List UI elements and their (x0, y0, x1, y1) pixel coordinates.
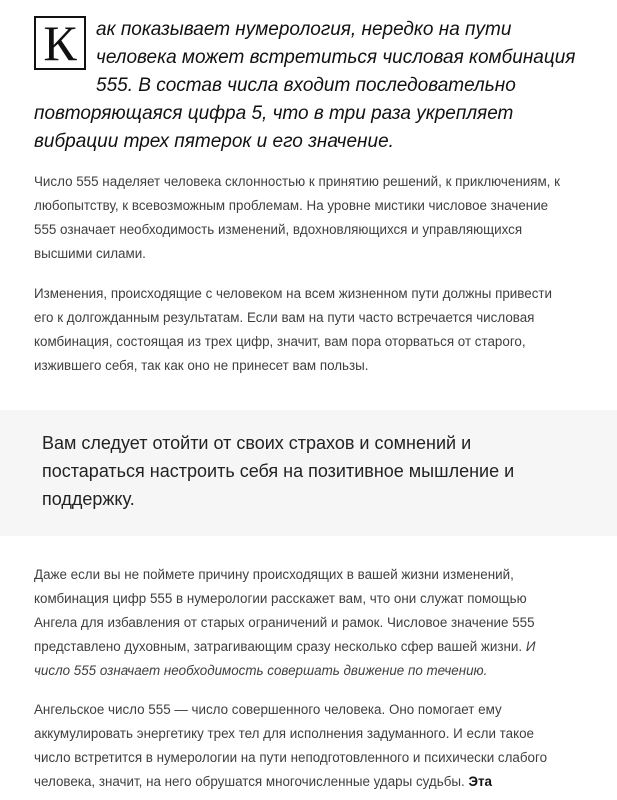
text-line (34, 770, 594, 794)
text-line: Даже если вы не поймете причину происходящих в вашей жизни изменений, (34, 567, 514, 582)
text-span: человека, значит, на него обрушатся многочисленные удары судьбы. (34, 774, 465, 789)
text-line: Ангельское число 555 — число совершенного человека. Оно помогает ему (34, 702, 502, 717)
text-line: Ангела для избавления от старых ограничений и рамок. Числовое значение 555 (34, 615, 535, 630)
quote-line: постараться настроить себя на позитивное мышление и (42, 461, 515, 481)
text-line: его к долгожданным результатам. Если вам на пути часто встречается числовая (34, 310, 535, 325)
text-line: Число 555 наделяет человека склонностью к принятию решений, к приключениям, к (34, 174, 560, 189)
lead-line: вибрации трех пятерок и его значение. (34, 131, 394, 152)
text-line: изжившего себя, так как оно не принесет вам пользы. (34, 358, 369, 373)
pull-quote-text (42, 429, 514, 513)
text-line: Изменения, происходящие с человеком на всем жизненном пути должны привести (34, 286, 553, 301)
text-line: число встретится в нумерологии на пути неподготовленного и психически слабого (34, 750, 548, 765)
lead-line: повторяющаяся цифра 5, что в три раза укрепляет (34, 103, 514, 124)
paragraph-3 (34, 563, 594, 683)
text-line: любопытству, к всевозможным проблемам. На уровне мистики числовое значение (34, 198, 549, 213)
text-line: аккумулировать энергетику трех тел для исполнения задуманного. И если такое (34, 726, 534, 741)
drop-cap: К (34, 16, 86, 70)
lead-line: 555. В состав числа входит последовательно (96, 75, 516, 96)
bold-text: Эта (468, 774, 493, 789)
lead-line: человека может встретиться числовая комбинация (96, 47, 576, 68)
paragraph-1 (34, 170, 594, 266)
italic-text-line: число 555 означает необходимость совершать движение по течению. (34, 663, 488, 678)
quote-line: поддержку. (42, 489, 135, 509)
text-span: представлено духовным, затрагивающим сразу несколько сфер вашей жизни. (34, 639, 523, 654)
text-line (34, 635, 594, 659)
pull-quote (0, 410, 617, 536)
paragraph-2 (34, 282, 594, 378)
text-line: высшими силами. (34, 246, 146, 261)
lead-text (34, 16, 594, 156)
lead-paragraph (34, 16, 594, 156)
paragraph-4 (34, 698, 594, 794)
lead-line: ак показывает нумерология, нередко на пути (96, 19, 512, 40)
text-line: 555 означает необходимость изменений, вдохновляющихся и управляющихся (34, 222, 523, 237)
quote-line: Вам следует отойти от своих страхов и сомнений и (42, 433, 472, 453)
text-line: комбинация, состоящая из трех цифр, значит, вам пора оторваться от старого, (34, 334, 526, 349)
italic-text: И (525, 639, 536, 654)
text-line: комбинация цифр 555 в нумерологии расскажет вам, что они служат помощью (34, 591, 527, 606)
